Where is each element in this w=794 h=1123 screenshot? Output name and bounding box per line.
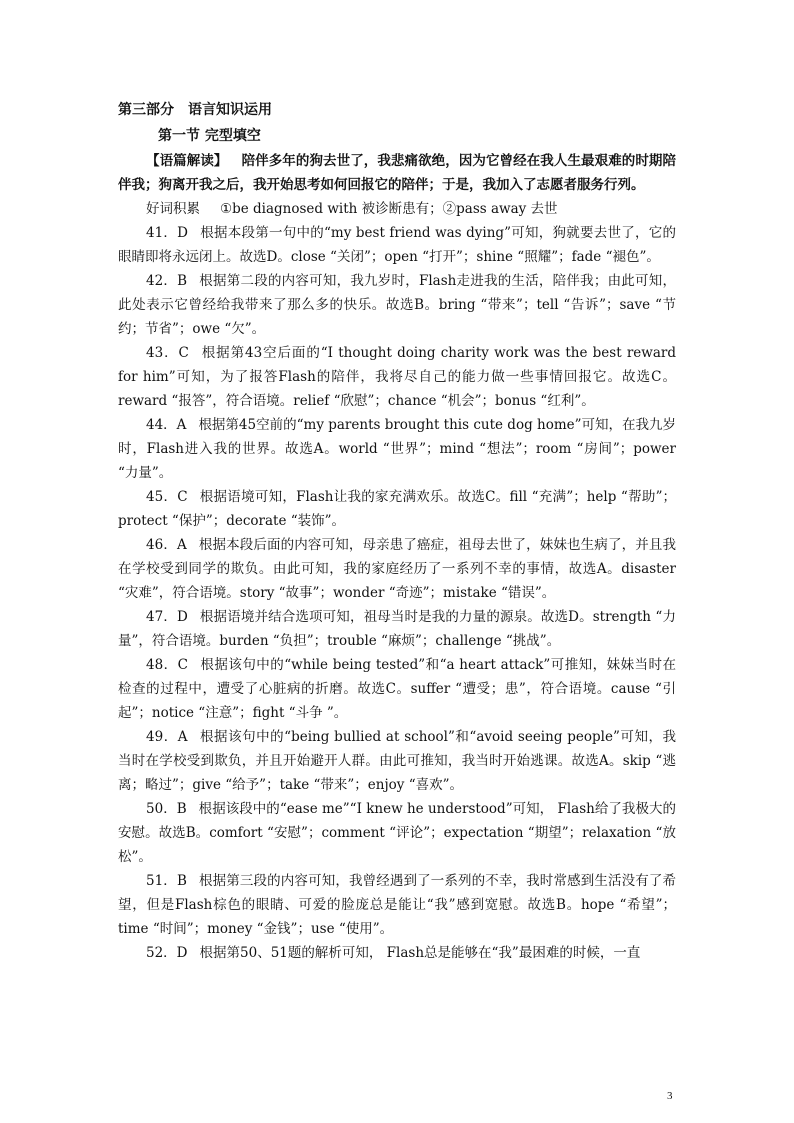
sub-title: 第一节 完型填空	[158, 128, 261, 144]
section-part: 第三部分	[118, 102, 174, 118]
page-content	[118, 99, 676, 965]
answer-explanation: 根据第三段的内容可知，我曾经遇到了一系列的不幸，我时常感到生活没有了希望，但是Flash棕色的眼睛、可爱的脸庞总是能让“我”感到宽慰。故选B。hope “希望”；time “时间”；money “金钱”；use “使用”。	[118, 873, 677, 937]
answer-number: 52．D	[146, 945, 188, 961]
answer-item	[118, 605, 676, 653]
answer-item	[118, 221, 676, 269]
answer-item	[118, 341, 676, 413]
answer-number: 43．C	[146, 345, 189, 361]
answer-explanation: 根据该句中的“being bullied at school”和“avoid seeing people”可知，我当时在学校受到欺负，并且开始避开人群。由此可推知，我当时开始逃课。故选A。skip “逃离；略过”；give “给予”；take “带来”；enjoy “喜欢”。	[118, 729, 676, 793]
answer-explanation: 根据该段中的“ease me”“I knew he understood”可知， Flash给了我极大的安慰。故选B。comfort “安慰”；comment “评论”；expectation “期望”；relaxation “放松”。	[118, 801, 676, 865]
answer-number: 48．C	[146, 657, 188, 673]
answer-number: 51．B	[146, 873, 187, 889]
interpretation-text: 陪伴多年的狗去世了，我悲痛欲绝，因为它曾经在我人生最艰难的时期陪伴我；狗离开我之后，我开始思考如何回报它的陪伴；于是，我加入了志愿者服务行列。	[118, 153, 677, 193]
answer-explanation: 根据该句中的“while being tested”和“a heart attack”可推知，妹妹当时在检查的过程中，遭受了心脏病的折磨。故选C。suffer “遭受；患”，符合语境。cause “引起”；notice “注意”；fight “斗争 ”。	[118, 657, 676, 721]
answer-explanation: 根据本段第一句中的“my best friend was dying”可知，狗就要去世了，它的眼睛即将永远闭上。故选D。close “关闭”；open “打开”；shine “照耀”；fade “褪色”。	[118, 225, 676, 265]
answer-number: 44．A	[146, 417, 187, 433]
interpretation-tag: 【语篇解读】	[146, 153, 228, 169]
answer-item	[118, 413, 676, 485]
answer-explanation: 根据第43空后面的“I thought doing charity work was the best reward for him”可知，为了报答Flash的陪伴，我将尽自己的能力做一些事情回报它。故选C。reward “报答”，符合语境。relief “欣慰”；chance “机会”；bonus “红利”。	[118, 345, 676, 409]
passage-interpretation	[118, 149, 676, 197]
answer-explanation: 根据语境并结合选项可知，祖母当时是我的力量的源泉。故选D。strength “力量”，符合语境。burden “负担”；trouble “麻烦”；challenge “挑战”。	[118, 609, 676, 649]
answer-explanation: 根据第50、51题的解析可知， Flash总是能够在“我”最困难的时候，一直	[199, 945, 641, 961]
vocab-item-1: ①be diagnosed with 被诊断患有；	[220, 201, 443, 217]
section-name: 语言知识运用	[188, 102, 272, 118]
answer-item	[118, 797, 676, 869]
answer-number: 46．A	[146, 537, 187, 553]
answer-explanation: 根据第45空前的“my parents brought this cute dog home”可知，在我九岁时，Flash进入我的世界。故选A。world “世界”；mind “想法”；room “房间”；power “力量”。	[118, 417, 677, 481]
answer-item	[118, 869, 676, 941]
section-title	[118, 99, 676, 121]
answer-number: 49．A	[146, 729, 188, 745]
answer-list	[118, 221, 676, 965]
answer-number: 42．B	[146, 273, 188, 289]
answer-number: 41．D	[146, 225, 189, 241]
vocab-label: 好词积累	[146, 201, 200, 217]
answer-item	[118, 725, 676, 797]
answer-item	[118, 269, 676, 341]
answer-item	[118, 653, 676, 725]
answer-item	[118, 533, 676, 605]
answer-number: 45．C	[146, 489, 188, 505]
answer-explanation: 根据本段后面的内容可知，母亲患了癌症，祖母去世了，妹妹也生病了，并且我在学校受到同学的欺负。由此可知，我的家庭经历了一系列不幸的事情，故选A。disaster “灾难”，符合语境。story “故事”；wonder “奇迹”；mistake “错误”。	[118, 537, 676, 601]
answer-explanation: 根据第二段的内容可知，我九岁时，Flash走进我的生活，陪伴我；由此可知，此处表示它曾经给我带来了那么多的快乐。故选B。bring “带来”；tell “告诉”；save “节约；节省”；owe “欠”。	[118, 273, 676, 337]
answer-explanation: 根据语境可知，Flash让我的家充满欢乐。故选C。fill “充满”；help “帮助”；protect “保护”；decorate “装饰”。	[118, 489, 676, 529]
vocabulary-section	[118, 197, 676, 221]
answer-item	[118, 941, 676, 965]
answer-number: 47．D	[146, 609, 188, 625]
answer-number: 50．B	[146, 801, 187, 817]
vocab-item-2: ②pass away 去世	[442, 201, 558, 217]
answer-item	[118, 485, 676, 533]
page-number: 3	[667, 1090, 673, 1102]
